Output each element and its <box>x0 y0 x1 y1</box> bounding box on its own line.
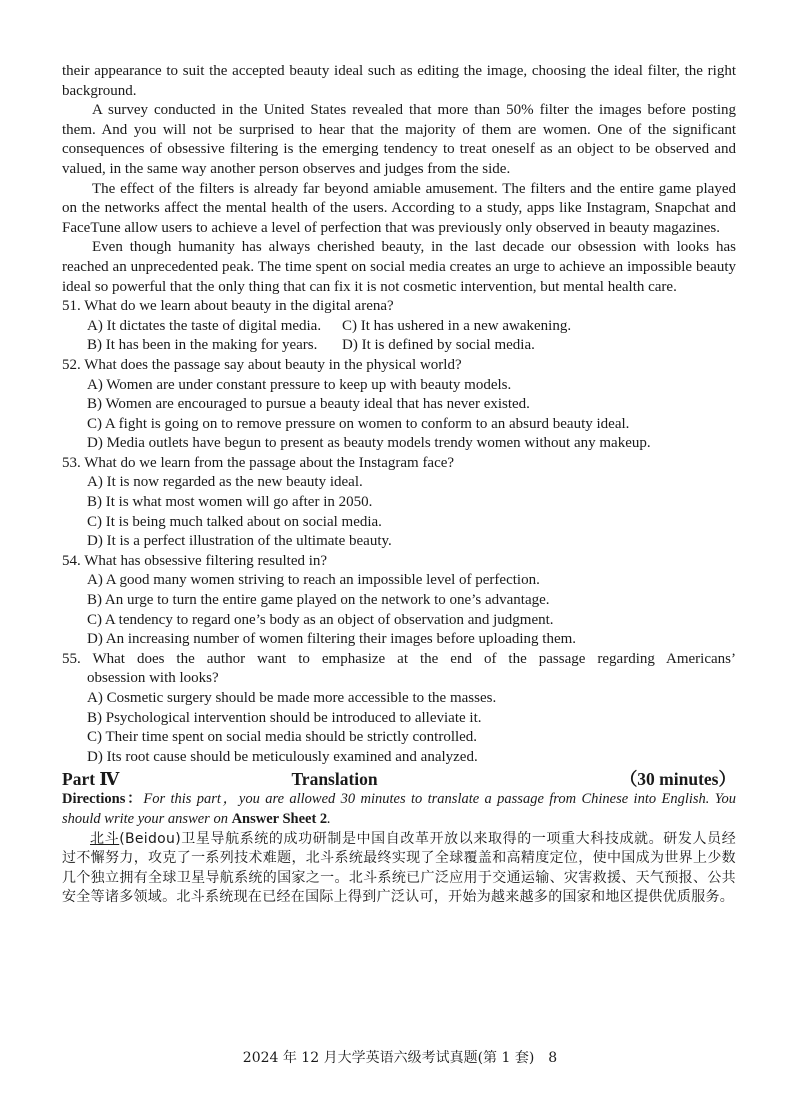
option-b: B) Women are encouraged to pursue a beauty ideal that has never existed. <box>87 396 530 413</box>
option-a: A) It is now regarded as the new beauty ideal. <box>87 474 363 491</box>
option-d: D) Its root cause should be meticulously examined and analyzed. <box>87 748 478 765</box>
passage-paragraph: The effect of the filters is already far beyond amiable amusement. The filters and the entire game played on the networks affect the mental health of the users. According to a study, apps like Instagram, Snapchat and FaceTune allow users to achieve a level of perfection that was previously only observed in beauty magazines. <box>62 180 736 236</box>
passage-paragraph: A survey conducted in the United States revealed that more than 50% filter the images before posting them. And you will not be surprised to hear that the majority of them are women. One of the significant consequences of obsessive filtering is the emerging tendency to treat oneself as an object to be observed and valued, in the same way another person observes and judges from the side. <box>62 102 736 177</box>
reading-passage <box>62 62 736 297</box>
option-a: A) A good many women striving to reach an impossible level of perfection. <box>87 572 540 589</box>
option-c: C) It has ushered in a new awakening. <box>342 317 572 334</box>
underlined-term: 北斗 <box>90 830 120 847</box>
option-c: C) A tendency to regard one’s body as an object of observation and judgment. <box>87 611 554 628</box>
directions-label: Directions： <box>62 791 144 808</box>
directions-text: For this part，you are allowed 30 minutes to translate a passage from Chinese into English. You should write your answer on <box>62 791 736 827</box>
option-d: D) It is defined by social media. <box>342 337 535 354</box>
question-stem: 53. What do we learn from the passage about the Instagram face? <box>62 454 455 471</box>
question-51 <box>62 297 736 356</box>
exam-page <box>62 62 736 908</box>
page-footer: 2024 年 12 月大学英语六级考试真题(第 1 套) 8 <box>242 1050 558 1066</box>
question-54 <box>62 552 736 650</box>
option-b: B) It has been in the making for years. <box>87 337 318 354</box>
option-d: D) It is a perfect illustration of the ultimate beauty. <box>87 533 392 550</box>
question-53 <box>62 454 736 552</box>
question-stem: 55. What does the author want to emphasize at the end of the passage regarding Americans’ <box>62 650 736 667</box>
option-b: B) Psychological intervention should be introduced to alleviate it. <box>87 709 482 726</box>
passage-paragraph: Even though humanity has always cherished beauty, in the last decade our obsession with looks has reached an unprecedented peak. The time spent on social media creates an urge to achieve an impossible beauty ideal so powerful that the only thing that can fix it is not cosmetic intervention, but mental health care. <box>62 239 736 295</box>
question-stem-continued: obsession with looks? <box>87 670 219 687</box>
question-stem: 51. What do we learn about beauty in the digital arena? <box>62 298 394 315</box>
option-b: B) It is what most women will go after in 2050. <box>87 494 373 511</box>
question-stem: 52. What does the passage say about beauty in the physical world? <box>62 356 462 373</box>
option-c: C) Their time spent on social media should be strictly controlled. <box>87 729 478 746</box>
option-a: A) Women are under constant pressure to keep up with beauty models. <box>87 376 512 393</box>
directions-end: . <box>327 810 331 827</box>
chinese-text: (Beidou)卫星导航系统的成功研制是中国自改革开放以来取得的一项重大科技成就。研发人员经过不懈努力，攻克了一系列技术难题，北斗系统最终实现了全球覆盖和高精度定位，使中国成为世界上少数几个独立拥有全球卫星导航系统的国家之一。北斗系统已广泛应用于交通运输、灾害救援、天气预报、公共安全等诸多领域。北斗系统现在已经在国际上得到广泛认可，开始为越来越多的国家和地区提供优质服务。 <box>62 830 736 906</box>
option-b: B) An urge to turn the entire game played on the network to one’s advantage. <box>87 592 550 609</box>
option-d: D) Media outlets have begun to present as beauty models trendy women without any makeup. <box>87 435 651 452</box>
option-a: A) Cosmetic surgery should be made more accessible to the masses. <box>87 690 497 706</box>
part-label: Part Ⅳ <box>62 769 120 790</box>
option-c: C) A fight is going on to remove pressure on women to conform to an absurd beauty ideal. <box>87 415 630 432</box>
option-d: D) An increasing number of women filtering their images before uploading them. <box>87 631 577 648</box>
passage-paragraph: their appearance to suit the accepted beauty ideal such as editing the image, choosing the ideal filter, the right background. <box>62 63 736 99</box>
part-time: （30 minutes） <box>619 769 736 790</box>
chinese-passage <box>62 830 736 908</box>
question-55 <box>62 650 736 768</box>
question-52 <box>62 356 736 454</box>
question-stem: 54. What has obsessive filtering resulted in? <box>62 552 328 569</box>
part-heading <box>62 768 736 790</box>
part-title: Translation <box>291 769 378 790</box>
directions <box>62 790 736 829</box>
answer-sheet-label: Answer Sheet 2 <box>231 810 328 827</box>
option-a: A) It dictates the taste of digital media. <box>87 317 322 334</box>
option-c: C) It is being much talked about on social media. <box>87 513 382 530</box>
